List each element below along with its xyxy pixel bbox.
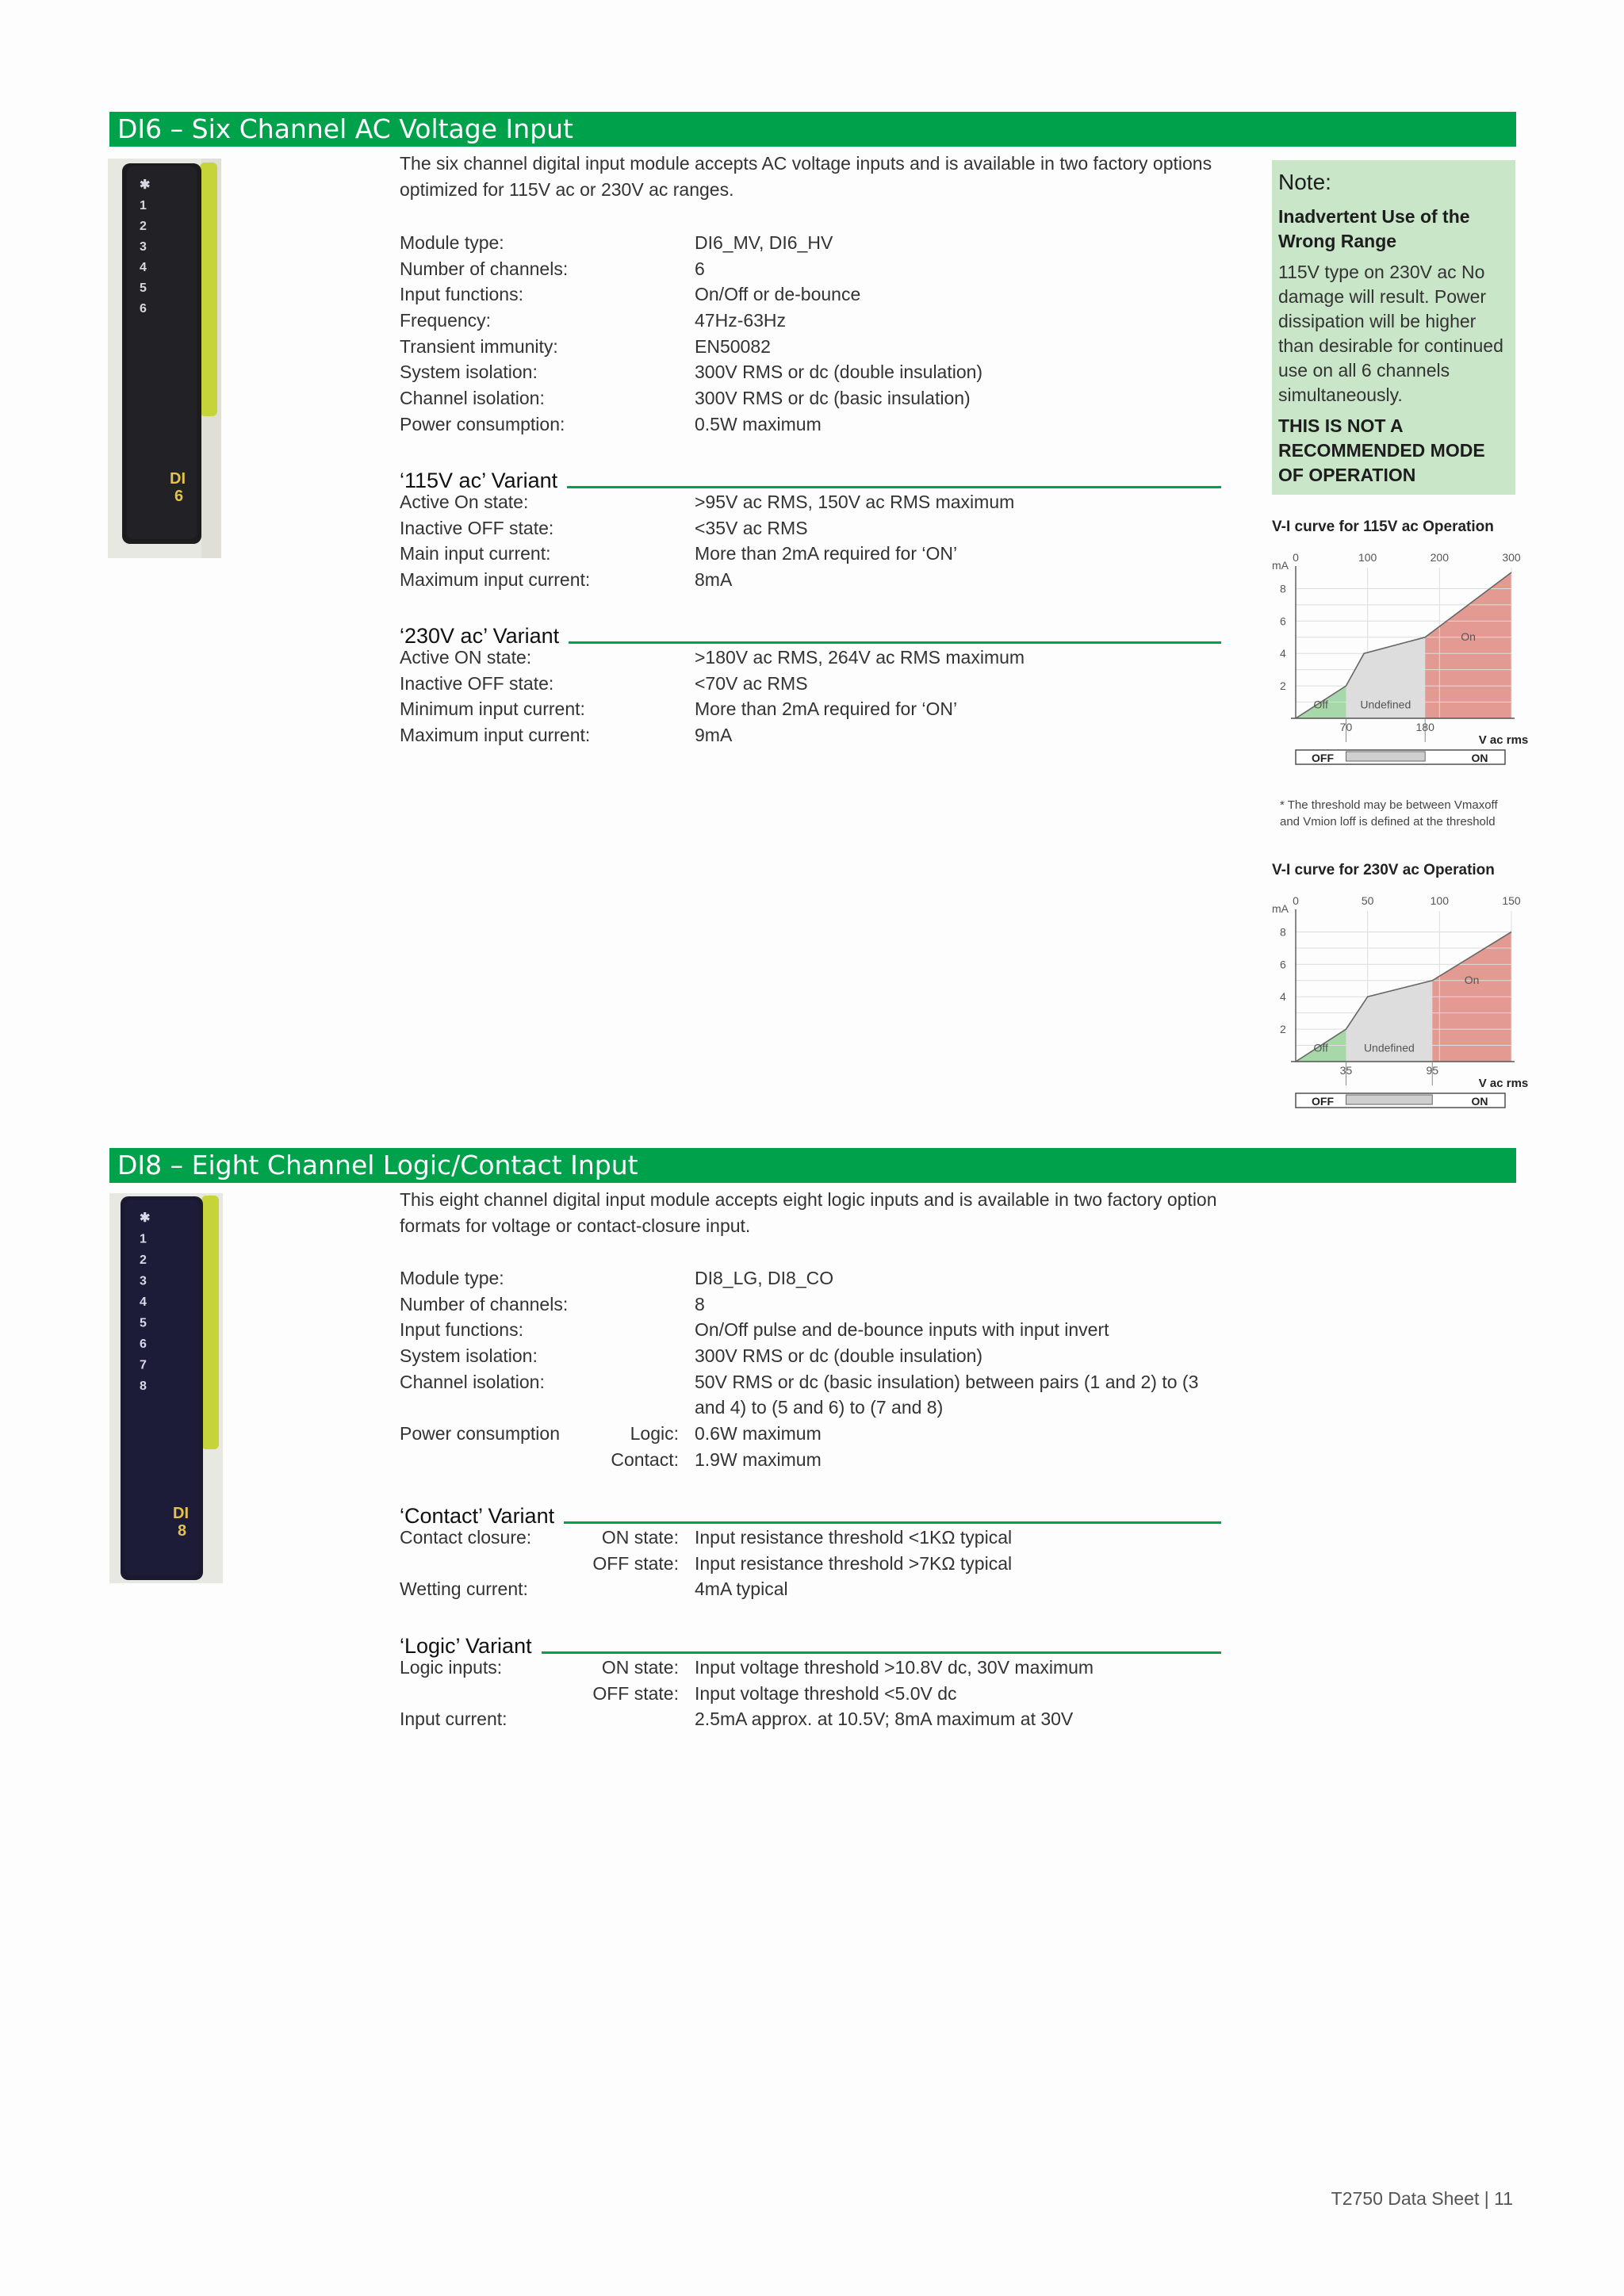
- y-tick-label: 4: [1280, 647, 1286, 660]
- spec-row: [400, 1576, 1224, 1602]
- di8-logic-rule: [542, 1651, 1221, 1654]
- page-number: T2750 Data Sheet | 11: [1331, 2188, 1513, 2209]
- spec-label: Inactive OFF state:: [400, 672, 554, 694]
- di8-logic-heading: [400, 1627, 1221, 1659]
- spec-row: [400, 541, 1224, 567]
- module-channel-label: 7: [140, 1358, 147, 1372]
- spec-label: Minimum input current:: [400, 698, 585, 720]
- x-axis-label: V ac rms: [1478, 1077, 1529, 1090]
- spec-label: System isolation:: [400, 1345, 538, 1367]
- spec-value: More than 2mA required for ‘ON’: [695, 543, 958, 564]
- spec-row: [400, 1655, 1224, 1681]
- di8-section-title: DI8 – Eight Channel Logic/Contact Input: [109, 1148, 1516, 1183]
- spec-value: More than 2mA required for ‘ON’: [695, 698, 958, 720]
- module-channel-label: 5: [140, 1316, 147, 1330]
- y-tick-label: 8: [1280, 925, 1286, 939]
- spec-sublabel: OFF state:: [592, 1552, 679, 1574]
- state-bar-off-label: OFF: [1312, 1095, 1334, 1108]
- spec-row: [400, 722, 1224, 748]
- di6-230v-heading: [400, 617, 1221, 649]
- spec-row: [400, 281, 1224, 308]
- spec-value: <35V ac RMS: [695, 517, 808, 538]
- spec-value: 8: [695, 1293, 705, 1314]
- spec-label: Maximum input current:: [400, 569, 591, 591]
- spec-row: [400, 1706, 1224, 1732]
- spec-row: [400, 1447, 1224, 1473]
- spec-row: [400, 411, 1224, 438]
- spec-value: 8mA: [695, 569, 733, 591]
- spec-value: >180V ac RMS, 264V ac RMS maximum: [695, 647, 1025, 668]
- chart-115v: [1272, 542, 1529, 772]
- spec-value: >95V ac RMS, 150V ac RMS maximum: [695, 492, 1015, 512]
- note-box: [1272, 160, 1515, 495]
- spec-sublabel: ON state:: [601, 1527, 679, 1548]
- y-tick-label: 8: [1280, 582, 1286, 595]
- spec-row: [400, 1525, 1224, 1551]
- spec-label: Module type:: [400, 1268, 504, 1288]
- di8-contact-rule: [564, 1521, 1221, 1524]
- di6-115v-spec-list: [400, 489, 1224, 593]
- spec-value: DI8_LG, DI8_CO: [695, 1268, 834, 1288]
- y-tick-label: 2: [1280, 679, 1286, 693]
- spec-row: [400, 696, 1224, 722]
- spec-value: EN50082: [695, 335, 771, 357]
- spec-label: Power consumption: [400, 1423, 560, 1445]
- state-bar-on-label: ON: [1471, 752, 1488, 764]
- note-body: 115V type on 230V ac No damage will result. Power dissipation will be higher than desirable for continued use on all 6 channels simultaneously.: [1278, 262, 1503, 405]
- x-tick-bottom-label: 180: [1415, 721, 1434, 733]
- di8-intro: This eight channel digital input module accepts eight logic inputs and is available in two factory option formats for voltage or contact-closure input.: [400, 1189, 1217, 1236]
- module-channel-label: 1: [140, 199, 147, 212]
- spec-label: Contact closure:: [400, 1527, 532, 1548]
- spec-label: Number of channels:: [400, 258, 569, 279]
- spec-label: Wetting current:: [400, 1578, 528, 1600]
- module-channel-label: ✱: [140, 178, 151, 192]
- spec-row: [400, 1317, 1224, 1343]
- x-axis-label: V ac rms: [1478, 733, 1529, 747]
- region-label: On: [1461, 629, 1476, 643]
- module-channel-label: 3: [140, 1274, 147, 1288]
- spec-value: On/Off or de-bounce: [695, 284, 861, 305]
- module-channel-label: 5: [140, 281, 147, 295]
- y-axis-label: mA: [1272, 902, 1289, 915]
- spec-value: DI6_MV, DI6_HV: [695, 232, 833, 253]
- x-tick-top-label: 150: [1502, 894, 1521, 907]
- spec-label: Logic inputs:: [400, 1657, 503, 1678]
- spec-row: [400, 567, 1224, 593]
- di6-230v-spec-list: [400, 645, 1224, 748]
- spec-label: Frequency:: [400, 310, 492, 331]
- spec-value: <70V ac RMS: [695, 672, 808, 694]
- di6-115v-title: ‘115V ac’ Variant: [400, 469, 558, 492]
- di8-contact-title: ‘Contact’ Variant: [400, 1504, 555, 1528]
- chart-footnote: * The threshold may be between Vmaxoff and Vmion loff is defined at the threshold: [1280, 798, 1498, 828]
- spec-row: [400, 1681, 1224, 1707]
- spec-value: Input resistance threshold >7KΩ typical: [695, 1552, 1013, 1574]
- state-bar-on-label: ON: [1471, 1095, 1488, 1108]
- spec-label: Active On state:: [400, 492, 529, 512]
- spec-value: 300V RMS or dc (basic insulation): [695, 388, 971, 409]
- y-tick-label: 4: [1280, 990, 1286, 1004]
- spec-label: Channel isolation:: [400, 1371, 545, 1392]
- di8-spec-list: [400, 1265, 1224, 1473]
- spec-row: [400, 230, 1224, 256]
- region-label: On: [1464, 973, 1480, 986]
- module-channel-label: 6: [140, 302, 147, 316]
- spec-value: 50V RMS or dc (basic insulation) between pairs (1 and 2) to (3 and 4) to (5 and 6) to (7 and 8): [695, 1371, 1199, 1418]
- x-tick-top-label: 200: [1430, 551, 1450, 564]
- region-label: Undefined: [1360, 698, 1411, 711]
- spec-row: [400, 645, 1224, 671]
- state-bar-off-label: OFF: [1312, 752, 1334, 764]
- spec-value: 4mA typical: [695, 1578, 788, 1600]
- spec-value: 0.5W maximum: [695, 413, 822, 434]
- spec-label: Input current:: [400, 1709, 508, 1730]
- x-tick-top-label: 0: [1293, 551, 1299, 564]
- module-channel-label: 4: [140, 261, 147, 274]
- spec-row: [400, 1265, 1224, 1292]
- spec-sublabel: OFF state:: [592, 1682, 679, 1704]
- spec-row: [400, 308, 1224, 334]
- spec-row: [400, 334, 1224, 360]
- spec-label: Active ON state:: [400, 647, 532, 668]
- spec-label: Number of channels:: [400, 1293, 569, 1314]
- y-tick-label: 6: [1280, 614, 1286, 628]
- module-channel-label: ✱: [140, 1211, 151, 1225]
- region-on: [1425, 572, 1511, 718]
- x-tick-bottom-label: 70: [1339, 721, 1353, 733]
- region-label: Off: [1313, 698, 1328, 711]
- di6-115v-rule: [567, 486, 1221, 488]
- spec-row: [400, 1421, 1224, 1447]
- spec-value: Input voltage threshold >10.8V dc, 30V maximum: [695, 1657, 1094, 1678]
- spec-value: 300V RMS or dc (double insulation): [695, 1345, 983, 1367]
- x-tick-bottom-label: 95: [1426, 1064, 1439, 1077]
- chart-230v: [1272, 886, 1529, 1115]
- spec-label: System isolation:: [400, 362, 538, 383]
- spec-row: [400, 489, 1224, 515]
- spec-row: [400, 671, 1224, 697]
- spec-value: 300V RMS or dc (double insulation): [695, 362, 983, 383]
- note-heading: Note:: [1278, 170, 1331, 194]
- spec-row: [400, 1369, 1224, 1421]
- chart-115v-title: V-I curve for 115V ac Operation: [1272, 519, 1494, 535]
- x-tick-top-label: 300: [1502, 551, 1521, 564]
- x-tick-top-label: 100: [1358, 551, 1377, 564]
- spec-sublabel: Logic:: [630, 1423, 679, 1445]
- spec-value: 6: [695, 258, 705, 279]
- di6-module-tag-2: 6: [174, 488, 184, 505]
- spec-sublabel: ON state:: [601, 1657, 679, 1678]
- spec-value: 1.9W maximum: [695, 1448, 822, 1470]
- region-label: Off: [1313, 1041, 1328, 1054]
- di8-logic-title: ‘Logic’ Variant: [400, 1634, 532, 1658]
- di6-section-title: DI6 – Six Channel AC Voltage Input: [109, 112, 1516, 147]
- spec-row: [400, 515, 1224, 541]
- module-channel-label: 6: [140, 1337, 147, 1351]
- spec-row: [400, 385, 1224, 411]
- spec-value: Input resistance threshold <1KΩ typical: [695, 1527, 1013, 1548]
- di6-115v-heading: [400, 461, 1221, 493]
- spec-row: [400, 1551, 1224, 1577]
- spec-value: 0.6W maximum: [695, 1423, 822, 1445]
- di6-230v-rule: [569, 641, 1221, 644]
- module-channel-label: 8: [140, 1380, 147, 1393]
- module-channel-label: 2: [140, 220, 147, 233]
- di6-module-tag-1: DI: [170, 470, 186, 488]
- spec-label: Input functions:: [400, 1319, 523, 1341]
- state-bar-undefined: [1346, 752, 1425, 761]
- spec-label: Maximum input current:: [400, 725, 591, 746]
- spec-label: Main input current:: [400, 543, 551, 564]
- state-bar-undefined: [1346, 1095, 1432, 1104]
- module-channel-label: 4: [140, 1295, 147, 1309]
- spec-row: [400, 256, 1224, 282]
- y-tick-label: 6: [1280, 958, 1286, 971]
- di8-module-tag-1: DI: [173, 1505, 189, 1522]
- di8-logic-spec-list: [400, 1655, 1224, 1732]
- x-tick-top-label: 50: [1361, 894, 1374, 907]
- spec-row: [400, 1343, 1224, 1369]
- spec-row: [400, 359, 1224, 385]
- spec-label: Inactive OFF state:: [400, 517, 554, 538]
- spec-label: Channel isolation:: [400, 388, 545, 409]
- di6-module-image: [108, 159, 221, 558]
- y-axis-label: mA: [1272, 559, 1289, 572]
- x-tick-top-label: 100: [1430, 894, 1450, 907]
- module-channel-label: 1: [140, 1232, 147, 1246]
- spec-sublabel: Contact:: [611, 1448, 679, 1470]
- spec-label: Module type:: [400, 232, 504, 253]
- di6-spec-list: [400, 230, 1224, 438]
- spec-value: Input voltage threshold <5.0V dc: [695, 1682, 957, 1704]
- chart-230v-title: V-I curve for 230V ac Operation: [1272, 862, 1495, 878]
- spec-value: 47Hz-63Hz: [695, 310, 787, 331]
- spec-row: [400, 1292, 1224, 1318]
- di8-contact-heading: [400, 1497, 1221, 1529]
- spec-value: 9mA: [695, 725, 733, 746]
- region-label: Undefined: [1363, 1041, 1415, 1054]
- spec-label: Input functions:: [400, 284, 523, 305]
- di8-module-image: [109, 1193, 223, 1583]
- x-tick-top-label: 0: [1293, 894, 1299, 907]
- y-tick-label: 2: [1280, 1023, 1286, 1036]
- note-warning: THIS IS NOT A RECOMMENDED MODE OF OPERATION: [1278, 415, 1485, 485]
- di6-230v-title: ‘230V ac’ Variant: [400, 624, 560, 648]
- module-channel-label: 3: [140, 240, 147, 254]
- di8-module-tag-2: 8: [178, 1522, 187, 1540]
- note-subheading: Inadvertent Use of the Wrong Range: [1278, 206, 1470, 251]
- spec-label: Transient immunity:: [400, 335, 558, 357]
- di8-contact-spec-list: [400, 1525, 1224, 1602]
- module-channel-label: 2: [140, 1253, 147, 1267]
- spec-value: 2.5mA approx. at 10.5V; 8mA maximum at 30V: [695, 1709, 1074, 1730]
- x-tick-bottom-label: 35: [1339, 1064, 1353, 1077]
- spec-label: Power consumption:: [400, 413, 565, 434]
- di6-intro: The six channel digital input module accepts AC voltage inputs and is available in two factory options optimized for 115V ac or 230V ac ranges.: [400, 153, 1212, 200]
- spec-value: On/Off pulse and de-bounce inputs with input invert: [695, 1319, 1109, 1341]
